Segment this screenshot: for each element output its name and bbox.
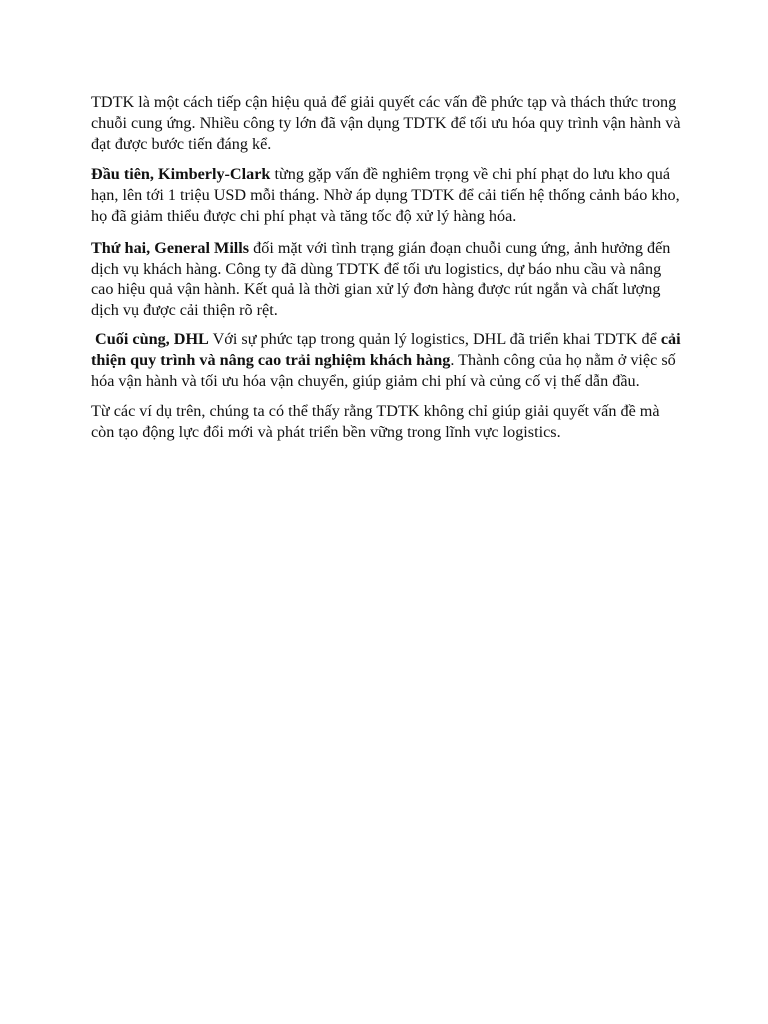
- paragraph-text: Từ các ví dụ trên, chúng ta có thể thấy rằng TDTK không chỉ giúp giải quyết vấn đề mà còn tạo động lực đổi mới và phát triển bền vững trong lĩnh vực logistics.: [91, 402, 660, 442]
- paragraph-conclusion: [91, 401, 681, 443]
- paragraph-text: từng gặp vấn đề nghiêm trọng về chi phí phạt do lưu kho quá hạn, lên tới 1 triệu USD mỗi tháng. Nhờ áp dụng TDTK để cải tiến hệ thống cảnh báo kho, họ đã giảm thiểu được chi phí phạt và tăng tốc độ xử lý hàng hóa.: [91, 165, 680, 225]
- paragraph-text: TDTK là một cách tiếp cận hiệu quả để giải quyết các vấn đề phức tạp và thách thức trong chuỗi cung ứng. Nhiều công ty lớn đã vận dụng TDTK để tối ưu hóa quy trình vận hành và đạt được bước tiến đáng kể.: [91, 93, 681, 153]
- paragraph-text-a: Với sự phức tạp trong quản lý logistics, DHL đã triển khai TDTK để: [208, 329, 661, 348]
- document-body: [91, 92, 685, 443]
- paragraph-dhl: [91, 329, 685, 391]
- paragraph-kimberly-clark: [91, 164, 681, 226]
- paragraph-intro: [91, 92, 681, 154]
- paragraph-lead: Cuối cùng, DHL: [91, 329, 209, 348]
- paragraph-text-b: . Thành công của họ nằm ở việc số hóa vận hành và tối ưu hóa vận chuyển, giúp giảm chi phí và củng cố vị thế dẫn đầu.: [91, 350, 680, 390]
- paragraph-lead: Thứ hai, General Mills: [91, 238, 250, 257]
- paragraph-lead: Đầu tiên, Kimberly-Clark: [91, 165, 271, 184]
- paragraph-general-mills: [91, 238, 681, 321]
- paragraph-text: đối mặt với tình trạng gián đoạn chuỗi cung ứng, ảnh hưởng đến dịch vụ khách hàng. Công ty đã dùng TDTK để tối ưu logistics, dự báo nhu cầu và nâng cao hiệu quả vận hành. Kết quả là thời gian xử lý đơn hàng được rút ngắn và chất lượng dịch vụ được cải thiện rõ rệt.: [91, 238, 671, 320]
- paragraph-emphasis: cải thiện quy trình và nâng cao trải nghiệm khách hàng: [91, 329, 685, 369]
